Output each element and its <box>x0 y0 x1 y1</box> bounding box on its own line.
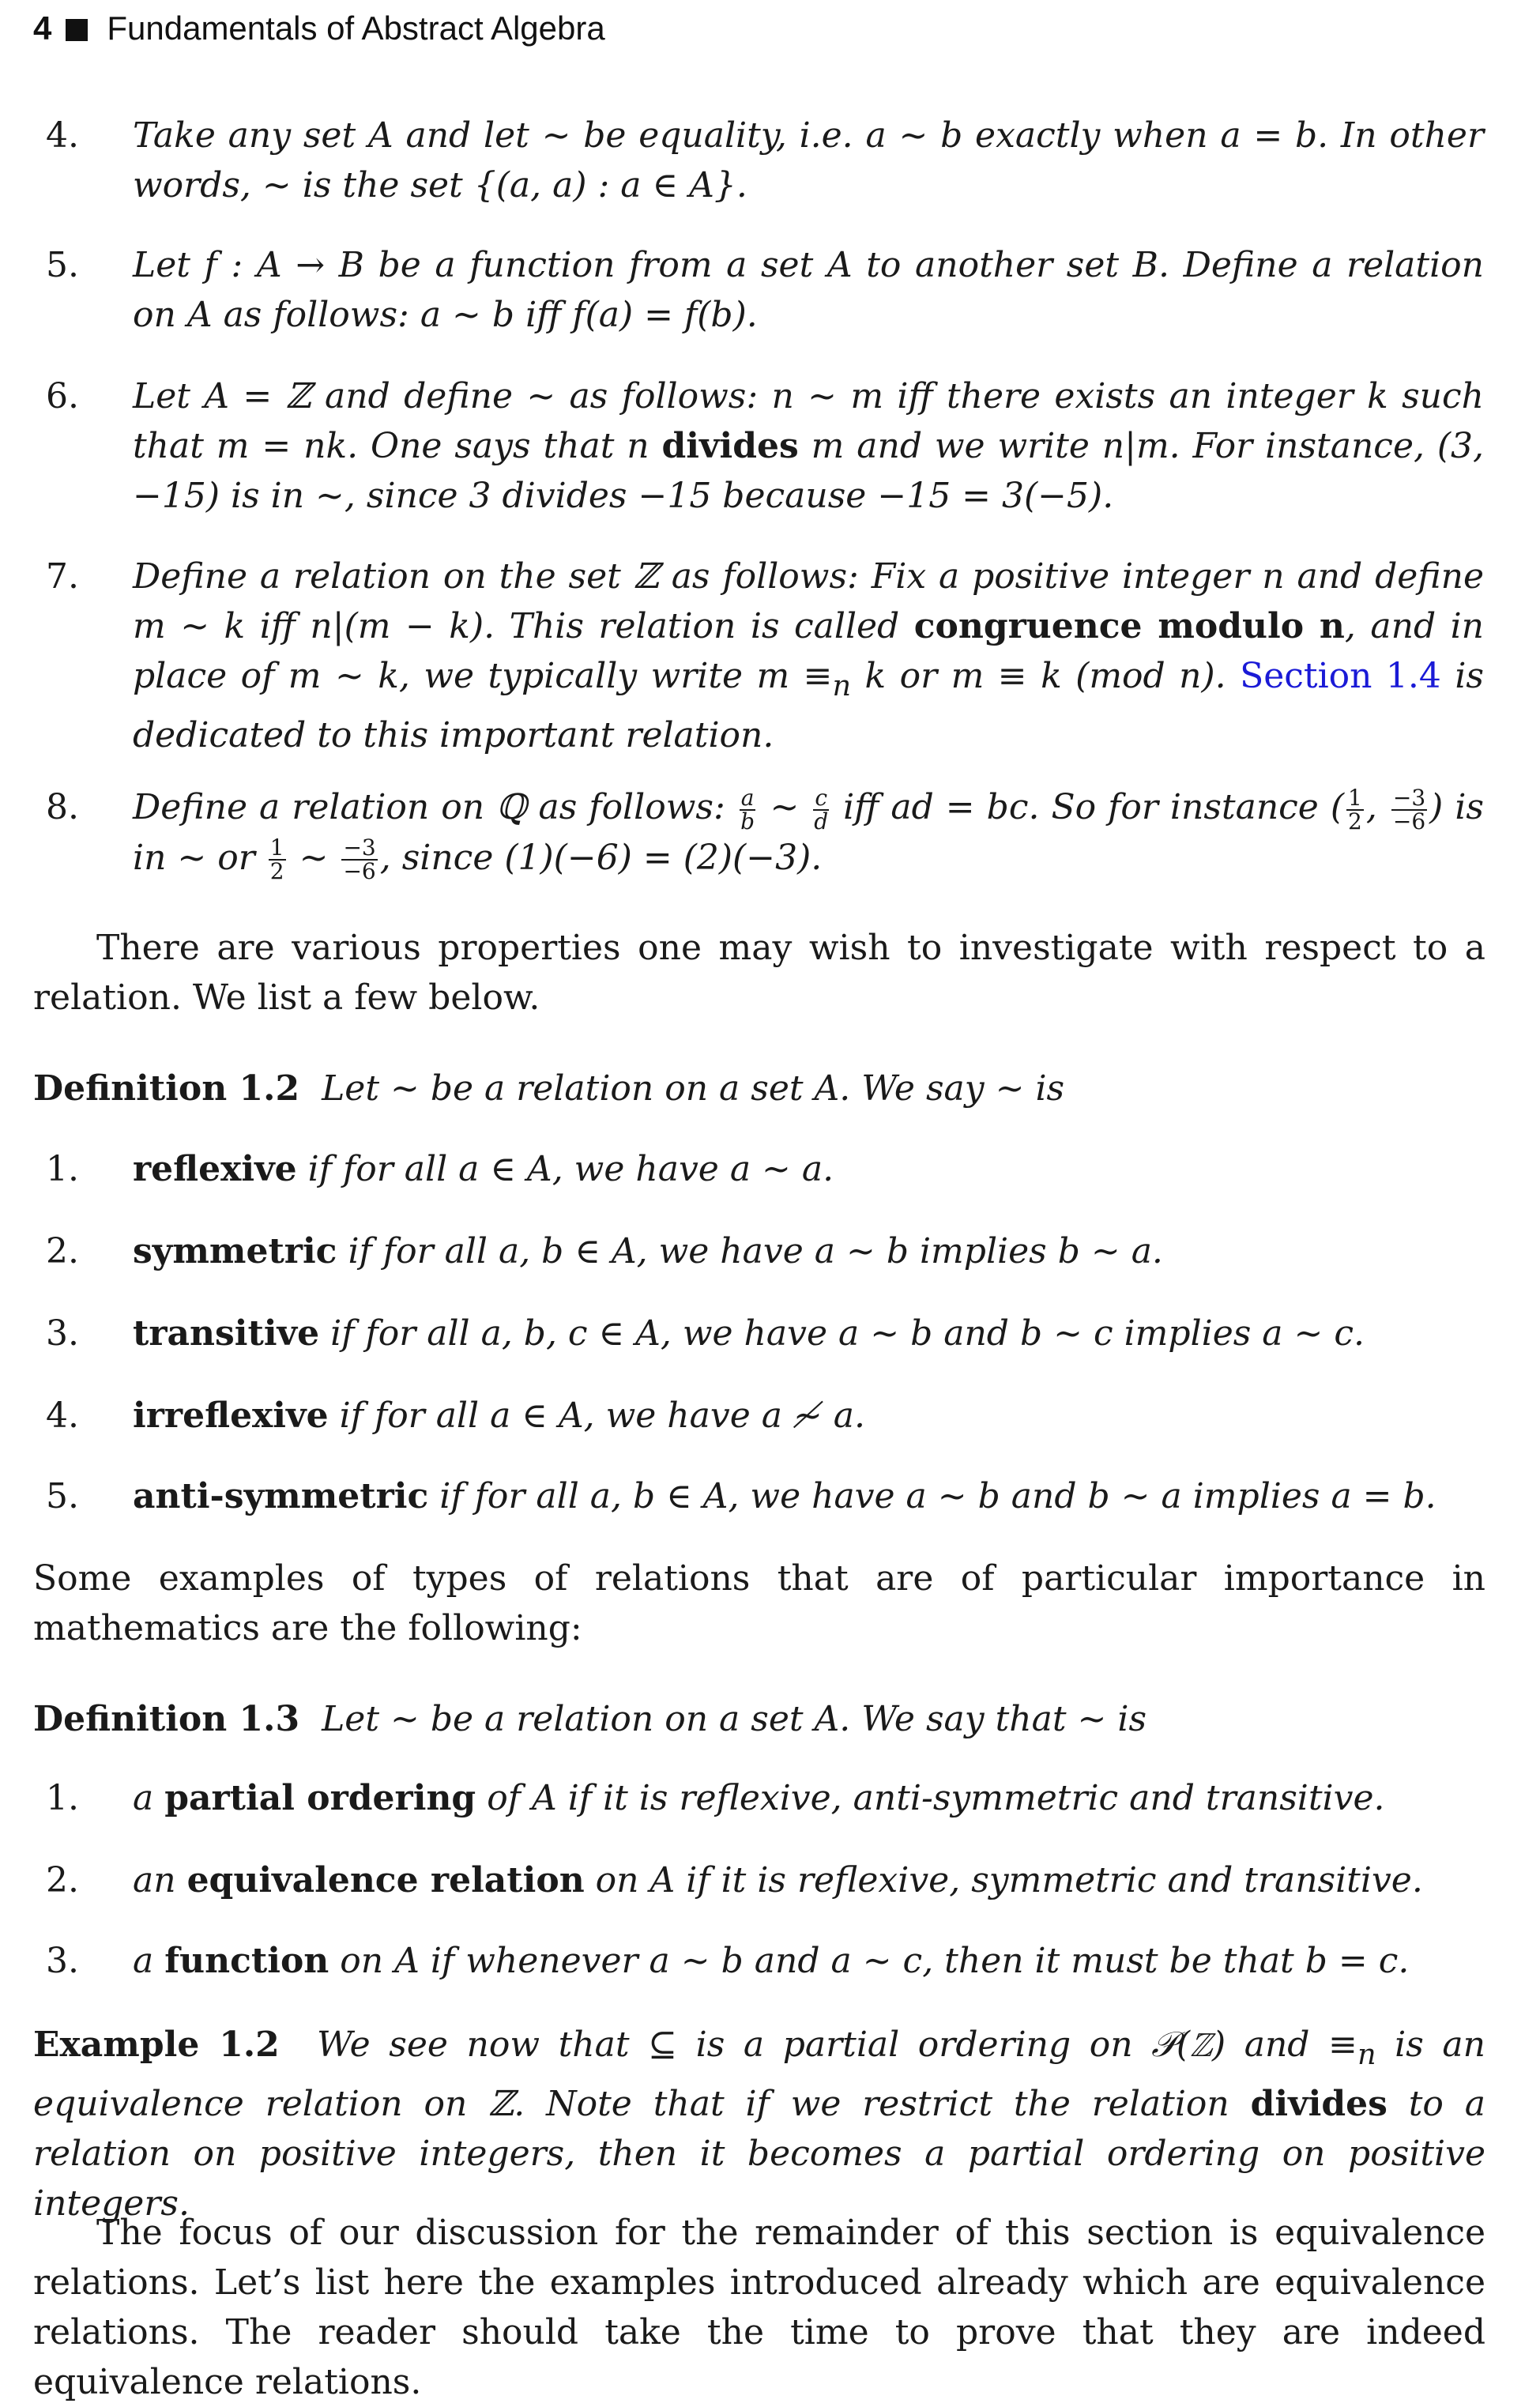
definition-1-2: Definition 1.2 Let ∼ be a relation on a set A. We say ∼ is <box>33 1068 1065 1109</box>
list-item: 2. symmetric if for all a, b ∈ A, we have a ∼ b implies b ∼ a. <box>46 1231 1163 1271</box>
term: irreflexive <box>133 1396 329 1436</box>
list-item <box>46 111 1484 210</box>
focus-paragraph: The focus of our discussion for the remainder of this section is equivalence relations. Let’s list here the examples introduced already which are equivalence relations. The reader should take the time to prove that they are indeed equivalence relations. <box>33 2213 1485 2402</box>
item-text: Let f : A → B be a function from a set A to another set B. Define a relation on A as follows: a ∼ b iff f(a) = f(b). <box>133 245 1484 335</box>
example-1-2: Example 1.2 We see now that ⊆ is a partial ordering on 𝒫(ℤ) and $\equiv_n$ is an equivalence relation on ℤ. Note that if we restrict the relation divides to a relation on positive integers, then it becomes a partial ordering on positive integers. <box>33 2025 1485 2224</box>
definition-label: Definition 1.2 <box>33 1068 300 1109</box>
list-item: 3. a function on A if whenever a ∼ b and a ∼ c, then it must be that b = c. <box>46 1941 1410 1981</box>
definition-label: Definition 1.3 <box>33 1699 300 1739</box>
item-number: 7. <box>46 556 79 597</box>
list-item <box>46 782 1484 883</box>
item-text: Define a relation on the set ℤ as follows: Fix a positive integer n and define m ∼ k iff n|(m − k). This relation is called congruence modulo n, and in place of m ∼ k, we typically write $m \equiv_n$ k or m ≡ k (mod n). Section 1.4 is dedicated to this important relation. <box>133 556 1485 755</box>
term: transitive <box>133 1313 320 1354</box>
definition-1-3: Definition 1.3 Let ∼ be a relation on a set A. We say that ∼ is <box>33 1699 1147 1739</box>
some-examples-paragraph: Some examples of types of relations that are of particular importance in mathematics are the following: <box>33 1558 1485 1648</box>
item-number: 4. <box>46 115 79 156</box>
running-header <box>33 9 605 47</box>
section-link[interactable]: Section 1.4 <box>1240 656 1441 696</box>
item-text: Take any set A and let ∼ be equality, i.e. a ∼ b exactly when a = b. In other words, ∼ is the set {(a, a) : a ∈ A}. <box>133 115 1484 205</box>
list-item: 1. a partial ordering of A if it is reflexive, anti-symmetric and transitive. <box>46 1778 1385 1818</box>
list-item: 3. transitive if for all a, b, c ∈ A, we have a ∼ b and b ∼ c implies a ∼ c. <box>46 1313 1365 1354</box>
list-item: 1. reflexive if for all a ∈ A, we have a ∼ a. <box>46 1149 834 1189</box>
example-label: Example 1.2 <box>33 2025 280 2065</box>
term: function <box>164 1941 329 1981</box>
book-title: Fundamentals of Abstract Algebra <box>107 9 605 47</box>
list-item <box>46 240 1484 340</box>
list-item <box>46 371 1484 521</box>
item-text: Let A = ℤ and define ∼ as follows: n ∼ m iff there exists an integer k such that m = nk. One says that n divides m and we write n|m. For instance, (3, −15) is in ∼, since 3 divides −15 because −15 = 3(−5). <box>133 376 1484 516</box>
page-number: 4 <box>33 9 52 47</box>
item-number: 8. <box>46 787 79 827</box>
item-text: Define a relation on ℚ as follows: $\frac{a}{b}$ ∼ $\frac{c}{d}$ iff ad = bc. So for instance ( $\frac{1}{2}$ , $\frac{-3}{-6}$ ) is in ∼ or $\frac{1}{2}$ ∼ $\frac{-3}{-6}$ , since (1)(−6) = (2)(−3). <box>133 784 1484 884</box>
intro-paragraph: There are various properties one may wish to investigate with respect to a relation. We list a few below. <box>33 928 1485 1018</box>
square-bullet-icon <box>66 19 88 41</box>
term: equivalence relation <box>186 1860 585 1900</box>
list-item: 5. anti-symmetric if for all a, b ∈ A, we have a ∼ b and b ∼ a implies a = b. <box>46 1476 1436 1516</box>
bold-term: divides <box>661 426 799 466</box>
term: anti-symmetric <box>133 1476 429 1516</box>
term: reflexive <box>133 1149 297 1189</box>
term: symmetric <box>133 1231 337 1271</box>
list-item <box>46 552 1484 760</box>
item-number: 6. <box>46 376 79 416</box>
term: partial ordering <box>164 1778 476 1818</box>
bold-term: divides <box>1250 2083 1388 2124</box>
bold-term: congruence modulo n <box>913 606 1345 646</box>
list-item: 2. an equivalence relation on A if it is reflexive, symmetric and transitive. <box>46 1860 1423 1900</box>
list-item: 4. irreflexive if for all a ∈ A, we have a ≁ a. <box>46 1396 866 1436</box>
item-number: 5. <box>46 245 79 285</box>
